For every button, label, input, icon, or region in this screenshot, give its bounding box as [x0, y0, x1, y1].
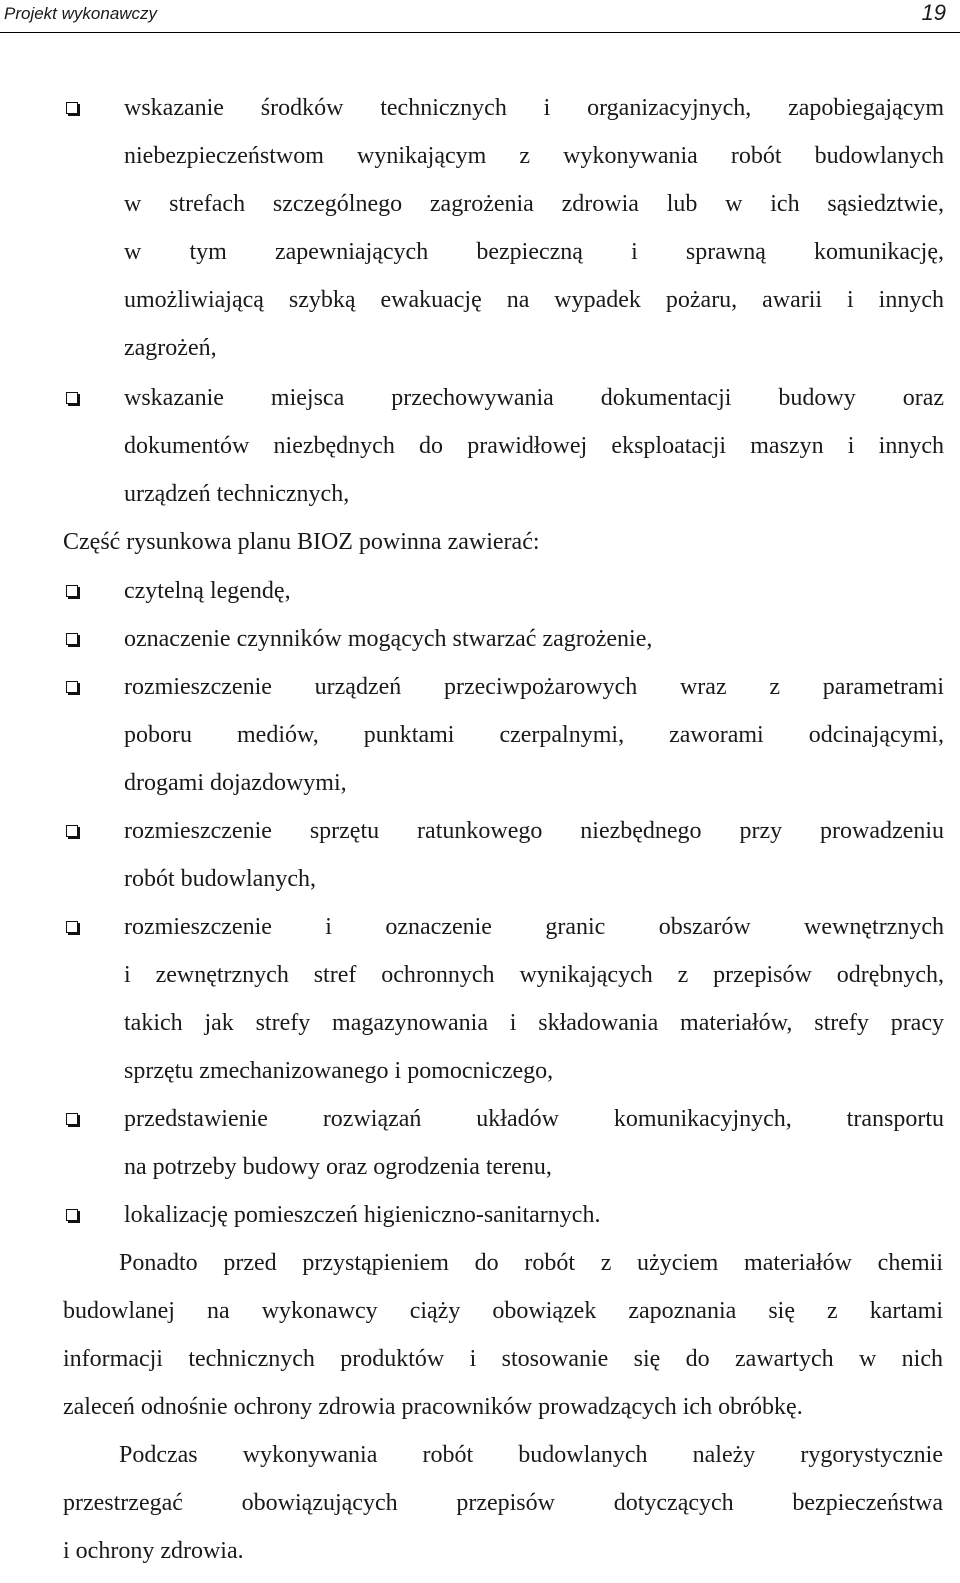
paragraph	[63, 1239, 943, 1431]
bullet-item	[124, 807, 944, 903]
text-line: czytelną legendę,	[124, 578, 291, 604]
checkbox-bullet-icon	[66, 392, 78, 404]
bullet-item	[124, 84, 944, 372]
bullet-item	[124, 374, 944, 518]
text-line: rozmieszczenie urządzeń przeciwpożarowych wraz z parametrami	[124, 674, 944, 700]
page-number: 19	[921, 0, 946, 25]
text-line: zagrożeń,	[124, 335, 217, 361]
text-line: zaleceń odnośnie ochrony zdrowia pracowników prowadzących ich obróbkę.	[63, 1394, 803, 1420]
document-title: Projekt wykonawczy	[4, 4, 158, 23]
text-line: takich jak strefy magazynowania i składowania materiałów, strefy pracy	[124, 1010, 944, 1036]
text-line: wskazanie środków technicznych i organizacyjnych, zapobiegającym	[124, 95, 944, 121]
text-line: sprzętu zmechanizowanego i pomocniczego,	[124, 1058, 554, 1084]
section-heading-text: Część rysunkowa planu BIOZ powinna zawierać:	[63, 529, 540, 555]
text-line: poboru mediów, punktami czerpalnymi, zaworami odcinającymi,	[124, 722, 944, 748]
text-line: przedstawienie rozwiązań układów komunikacyjnych, transportu	[124, 1106, 944, 1132]
checkbox-bullet-icon	[66, 825, 78, 837]
text-line: niebezpieczeństwom wynikającym z wykonywania robót budowlanych	[124, 143, 944, 169]
text-line: oznaczenie czynników mogących stwarzać zagrożenie,	[124, 626, 653, 652]
text-line: Ponadto przed przystąpieniem do robót z użyciem materiałów chemii	[119, 1250, 943, 1276]
section-heading	[63, 518, 943, 566]
checkbox-bullet-icon	[66, 633, 78, 645]
text-line: na potrzeby budowy oraz ogrodzenia terenu,	[124, 1154, 552, 1180]
checkbox-bullet-icon	[66, 1209, 78, 1221]
text-line: i zewnętrznych stref ochronnych wynikających z przepisów odrębnych,	[124, 962, 944, 988]
text-line: Podczas wykonywania robót budowlanych należy rygorystycznie	[119, 1442, 943, 1468]
text-line: urządzeń technicznych,	[124, 481, 350, 507]
text-line: wskazanie miejsca przechowywania dokumentacji budowy oraz	[124, 385, 944, 411]
text-line: przestrzegać obowiązujących przepisów dotyczących bezpieczeństwa	[63, 1490, 943, 1516]
text-line: umożliwiającą szybką ewakuację na wypadek pożaru, awarii i innych	[124, 287, 944, 313]
text-line: robót budowlanych,	[124, 866, 316, 892]
text-line: informacji technicznych produktów i stosowanie się do zawartych w nich	[63, 1346, 943, 1372]
text-line: w tym zapewniających bezpieczną i sprawną komunikację,	[124, 239, 944, 265]
bullet-item	[124, 1191, 944, 1239]
text-line: drogami dojazdowymi,	[124, 770, 347, 796]
paragraph	[63, 1431, 943, 1575]
text-line: dokumentów niezbędnych do prawidłowej eksploatacji maszyn i innych	[124, 433, 944, 459]
text-line: w strefach szczególnego zagrożenia zdrowia lub w ich sąsiedztwie,	[124, 191, 944, 217]
bullet-item	[124, 1095, 944, 1191]
text-line: budowlanej na wykonawcy ciąży obowiązek zapoznania się z kartami	[63, 1298, 943, 1324]
bullet-item	[124, 903, 944, 1095]
bullet-item	[124, 615, 944, 663]
text-line: lokalizację pomieszczeń higieniczno-sanitarnych.	[124, 1202, 601, 1228]
checkbox-bullet-icon	[66, 1113, 78, 1125]
checkbox-bullet-icon	[66, 921, 78, 933]
bullet-item	[124, 663, 944, 807]
checkbox-bullet-icon	[66, 681, 78, 693]
checkbox-bullet-icon	[66, 585, 78, 597]
bullet-item	[124, 567, 944, 615]
checkbox-bullet-icon	[66, 102, 78, 114]
text-line: rozmieszczenie sprzętu ratunkowego niezbędnego przy prowadzeniu	[124, 818, 944, 844]
text-line: rozmieszczenie i oznaczenie granic obszarów wewnętrznych	[124, 914, 944, 940]
page-header	[0, 0, 960, 33]
text-line: i ochrony zdrowia.	[63, 1538, 244, 1564]
